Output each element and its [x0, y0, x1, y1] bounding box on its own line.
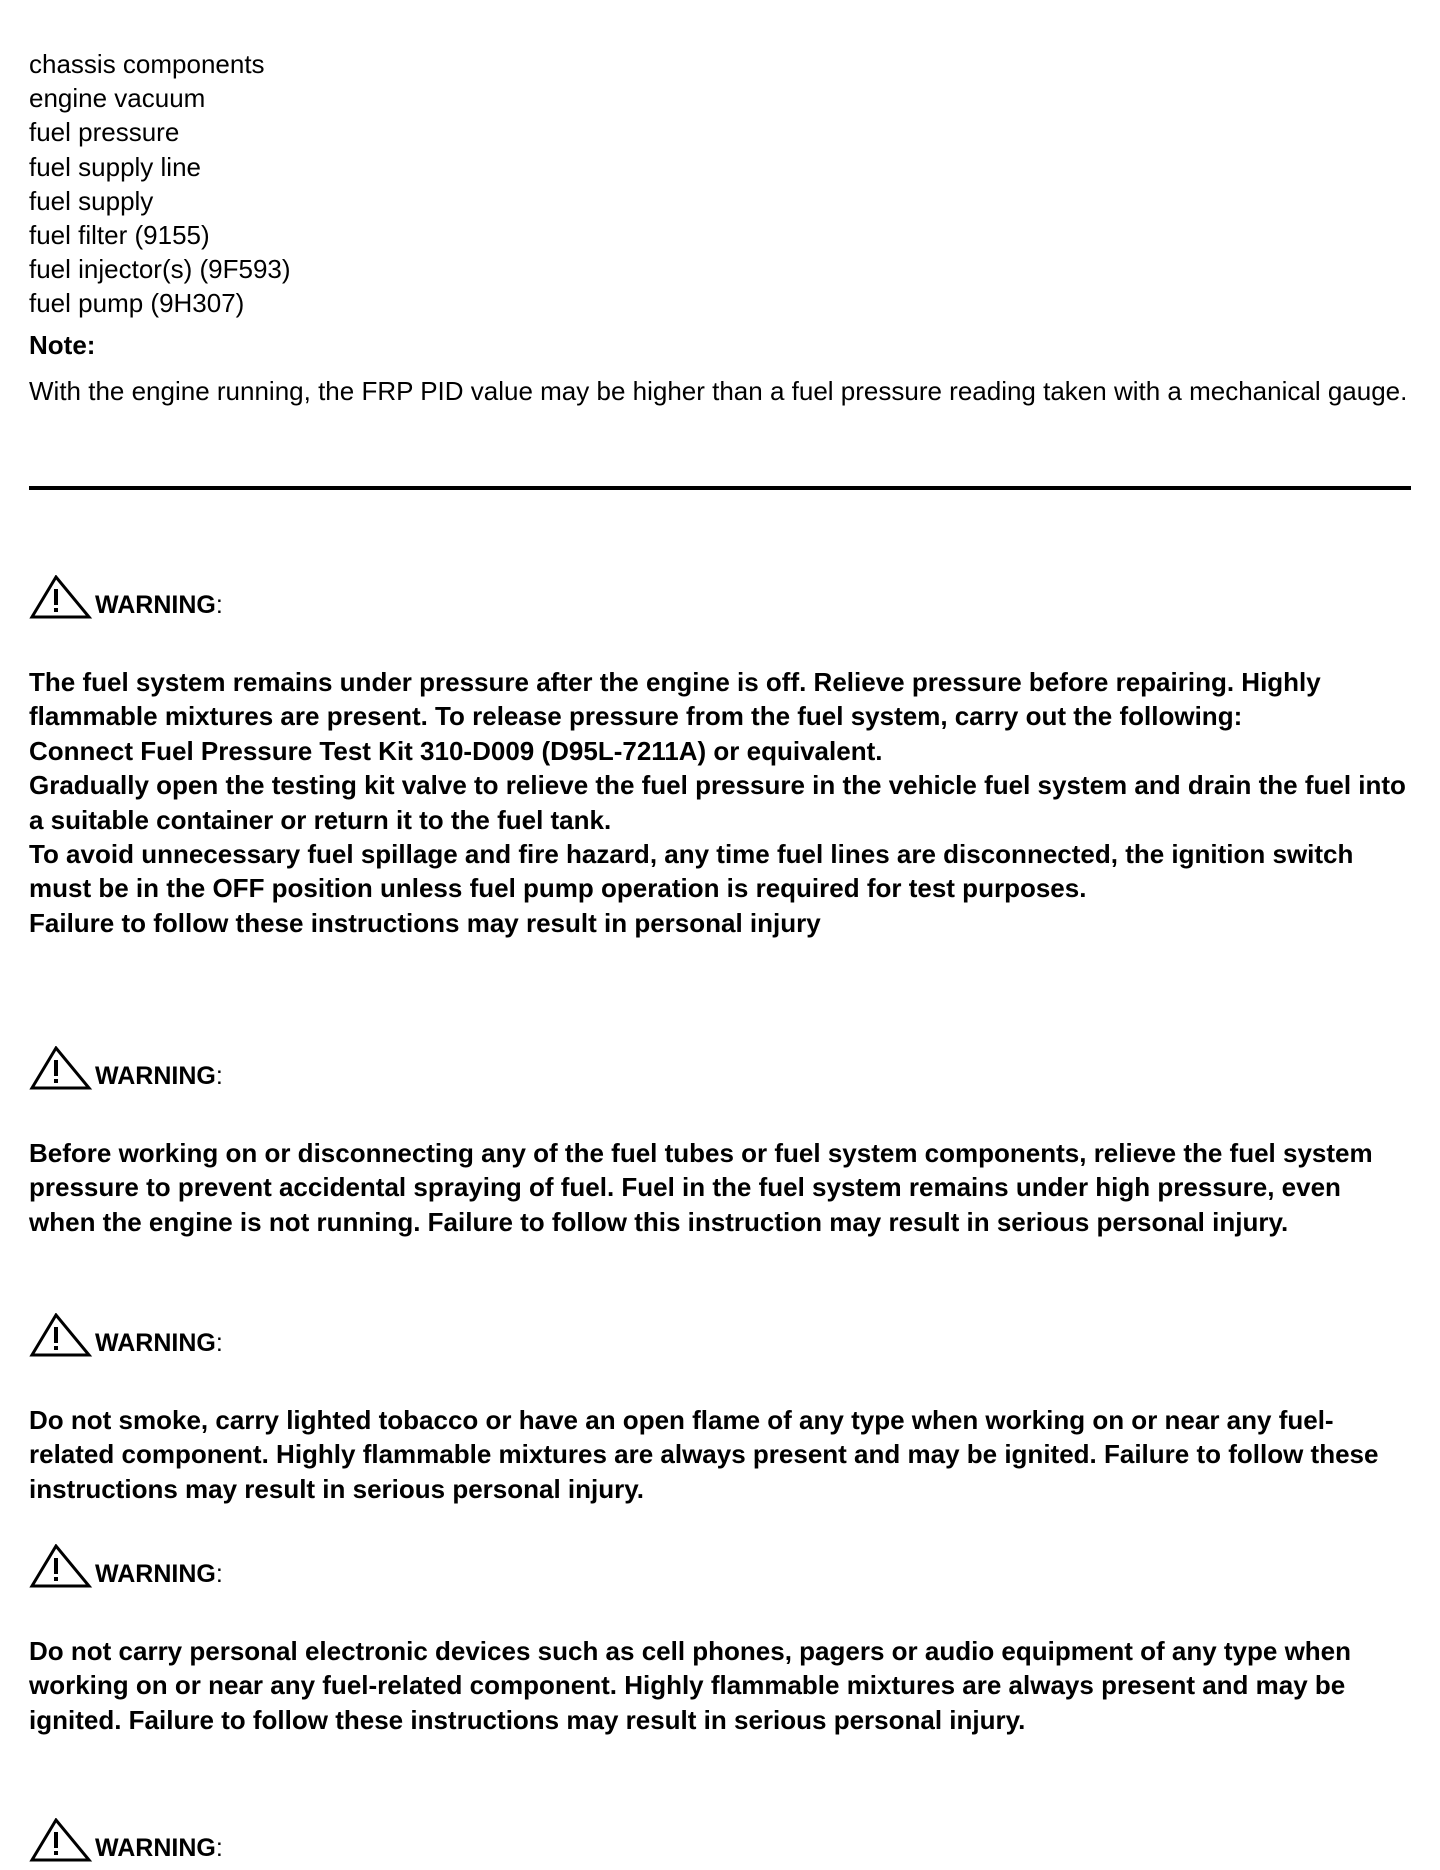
warning-text: [29, 1634, 1411, 1737]
list-item: fuel filter (9155): [29, 219, 210, 250]
component-list: [29, 47, 291, 321]
note-label: Note:: [29, 330, 96, 360]
list-item: fuel pump (9H307): [29, 288, 245, 319]
list-item: fuel pressure: [29, 117, 180, 148]
warning-heading: [29, 1544, 223, 1588]
list-item: fuel supply: [29, 185, 154, 216]
warning-heading: [29, 1313, 223, 1357]
warning-paragraph: Before working on or disconnecting any of the fuel tubes or fuel system components, relieve the fuel system pressure to prevent accidental spraying of fuel. Fuel in the fuel system remains under high pressure, even when the engine is not running. Failure to follow this instruction may result in serious personal injury.: [29, 1138, 1373, 1237]
warning-paragraph: Gradually open the testing kit valve to relieve the fuel pressure in the vehicle fuel system and drain the fuel into a suitable container or return it to the fuel tank.: [29, 770, 1406, 835]
warning-triangle-icon: [29, 1313, 93, 1357]
section-divider: [29, 486, 1411, 490]
warning-label: WARNING:: [95, 1062, 223, 1090]
warning-text: [29, 1136, 1411, 1239]
warning-triangle-icon: [29, 1046, 93, 1090]
warning-heading: [29, 575, 223, 619]
warning-paragraph: Do not carry personal electronic devices such as cell phones, pagers or audio equipment of any type when working on or near any fuel-related component. Highly flammable mixtures are always present and may be ignited. Failure to follow these instructions may result in serious personal injury.: [29, 1636, 1352, 1735]
warning-paragraph: Do not smoke, carry lighted tobacco or have an open flame of any type when working on or near any fuel-related component. Highly flammable mixtures are always present and may be ignited. Failure to follow these instructions may result in serious personal injury.: [29, 1405, 1379, 1504]
warning-label: WARNING:: [95, 1560, 223, 1588]
warning-text: [29, 1403, 1411, 1506]
warning-triangle-icon: [29, 1544, 93, 1588]
list-item: engine vacuum: [29, 83, 206, 114]
list-item: chassis components: [29, 49, 265, 79]
warning-heading: [29, 1818, 223, 1862]
list-item: fuel injector(s) (9F593): [29, 254, 291, 285]
warning-label: WARNING:: [95, 591, 223, 619]
warning-paragraph: To avoid unnecessary fuel spillage and fire hazard, any time fuel lines are disconnected, the ignition switch must be in the OFF position unless fuel pump operation is required for test purposes.: [29, 839, 1354, 904]
warning-label: WARNING:: [95, 1329, 223, 1357]
note-text: With the engine running, the FRP PID value may be higher than a fuel pressure reading taken with a mechanical gauge.: [29, 376, 1408, 406]
warning-triangle-icon: [29, 575, 93, 619]
warning-paragraph: The fuel system remains under pressure after the engine is off. Relieve pressure before repairing. Highly flammable mixtures are present. To release pressure from the fuel system, carry out the following:: [29, 667, 1321, 732]
warning-triangle-icon: [29, 1818, 93, 1862]
warning-label: WARNING:: [95, 1834, 223, 1862]
warning-paragraph: Connect Fuel Pressure Test Kit 310-D009 (D95L-7211A) or equivalent.: [29, 735, 883, 766]
warning-heading: [29, 1046, 223, 1090]
warning-text: [29, 665, 1411, 940]
list-item: fuel supply line: [29, 151, 201, 182]
warning-paragraph: Failure to follow these instructions may result in personal injury: [29, 907, 821, 938]
